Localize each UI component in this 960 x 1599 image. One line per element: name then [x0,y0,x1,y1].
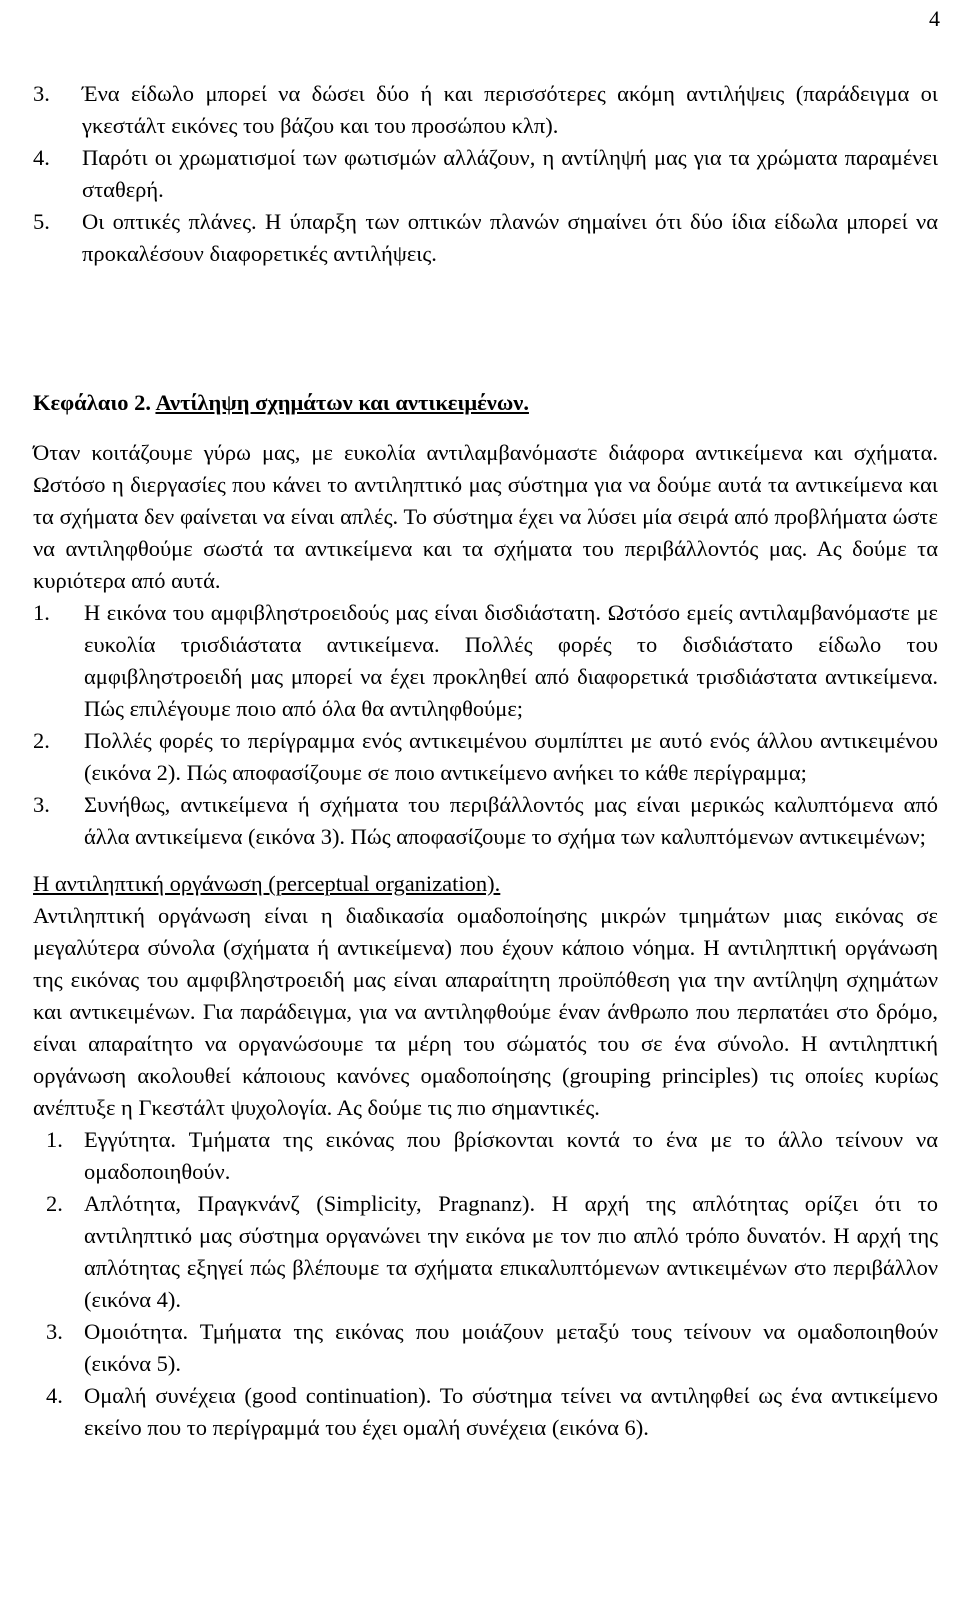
list-item-number: 4. [33,145,50,170]
section-title: Η αντιληπτική οργάνωση (perceptual organization). [33,871,501,896]
list-item-text: Παρότι οι χρωματισμοί των φωτισμών αλλάζουν, η αντίληψή μας για τα χρώματα παραμένει σταθερή. [82,145,938,202]
list-item-text: Ένα είδωλο μπορεί να δώσει δύο ή και περισσότερες ακόμη αντιλήψεις (παράδειγμα οι γκεστάλτ εικόνες του βάζου και του προσώπου κλπ). [82,81,938,138]
list-item [46,1124,938,1188]
list-item [33,597,938,725]
list-item-text: Συνήθως, αντικείμενα ή σχήματα του περιβάλλοντός μας είναι μερικώς καλυπτόμενα από άλλα αντικείμενα (εικόνα 3). Πώς αποφασίζουμε το σχήμα των καλυπτόμενων αντικειμένων; [84,792,938,849]
list-item-text: Πολλές φορές το περίγραμμα ενός αντικειμένου συμπίπτει με αυτό ενός άλλου αντικειμένου (εικόνα 2). Πώς αποφασίζουμε σε ποιο αντικείμενο ανήκει το κάθε περίγραμμα; [84,728,938,785]
list-item-text: Ομοιότητα. Τμήματα της εικόνας που μοιάζουν μεταξύ τους τείνουν να ομαδοποιηθούν (εικόνα 5). [84,1319,938,1376]
list-item-text: Ομαλή συνέχεια (good continuation). Το σύστημα τείνει να αντιληφθεί ως ένα αντικείμενο εκείνο που το περίγραμμά του έχει ομαλή συνέχεια (εικόνα 6). [84,1383,938,1440]
section-body: Αντιληπτική οργάνωση είναι η διαδικασία ομαδοποίησης μικρών τμημάτων μιας εικόνας σε μεγαλύτερα σύνολα (σχήματα ή αντικείμενα) που έχουν κάποιο νόημα. Η αντιληπτική οργάνωση της εικόνας του αμφιβληστροειδή μας είναι απαραίτητη προϋπόθεση για την αντίληψη σχημάτων και αντικειμένων. Για παράδειγμα, για να αντιληφθούμε έναν άνθρωπο που περπατάει στο δρόμο, είναι απαραίτητο να οργανώσουμε τα μέρη του σώματός του σε ένα σύνολο. Η αντιληπτική οργάνωση ακολουθεί κάποιους κανόνες ομαδοποίησης (grouping principles) τις οποίες κυρίως ανέπτυξε η Γκεστάλτ ψυχολογία. Ας δούμε τις πιο σημαντικές. [33,903,938,1120]
chapter-heading [33,387,938,419]
list-item-text: Η εικόνα του αμφιβληστροειδούς μας είναι δισδιάστατη. Ωστόσο εμείς αντιλαμβανόμαστε με ευκολία τρισδιάστατα αντικείμενα. Πολλές φορές το δισδιάστατο είδωλο του αμφιβληστροειδή μας μπορεί να έχει προκληθεί από διαφορετικά τρισδιάστατα αντικείμενα. Πώς επιλέγουμε ποιο από όλα θα αντιληφθούμε; [84,600,938,721]
page-number: 4 [929,6,940,31]
list-item [33,789,938,853]
list-item [33,78,938,142]
list-item [33,206,938,270]
list-item-number: 3. [46,1319,63,1344]
list-item-text: Εγγύτητα. Τμήματα της εικόνας που βρίσκονται κοντά το ένα με το άλλο τείνουν να ομαδοποιηθούν. [84,1127,938,1184]
page-content [33,78,938,1444]
list-item-number: 2. [33,728,50,753]
list-item [46,1188,938,1316]
list-item-text: Οι οπτικές πλάνες. Η ύπαρξη των οπτικών πλανών σημαίνει ότι δύο ίδια είδωλα μπορεί να προκαλέσουν διαφορετικές αντιλήψεις. [82,209,938,266]
list-item-number: 1. [33,600,50,625]
list-item [33,142,938,206]
list-item [33,725,938,789]
list-item-number: 5. [33,209,50,234]
chapter-label: Κεφάλαιο 2. [33,390,152,415]
top-list [33,78,938,270]
list-item-number: 3. [33,81,50,106]
chapter-title: Αντίληψη σχημάτων και αντικειμένων. [155,390,529,415]
problems-list [33,597,938,853]
list-item-number: 4. [46,1383,63,1408]
list-item [46,1380,938,1444]
chapter-intro: Όταν κοιτάζουμε γύρω μας, με ευκολία αντιλαμβανόμαστε διάφορα αντικείμενα και σχήματα. Ωστόσο η διεργασίες που κάνει το αντιληπτικό μας σύστημα για να δούμε αυτά τα αντικείμενα και τα σχήματα δεν φαίνεται να είναι απλές. Το σύστημα έχει να λύσει μία σειρά από προβλήματα ώστε να αντιληφθούμε σωστά τα αντικείμενα και τα σχήματα του περιβάλλοντός μας. Ας δούμε τα κυριότερα από αυτά. [33,440,938,593]
list-item-number: 2. [46,1191,63,1216]
principles-list [46,1124,938,1444]
list-item-text: Απλότητα, Πραγκνάνζ (Simplicity, Pragnanz). Η αρχή της απλότητας ορίζει ότι το αντιληπτικό μας σύστημα οργανώνει την εικόνα με τον πιο απλό τρόπο δυνατόν. Η αρχή της απλότητας εξηγεί πώς βλέπουμε τα σχήματα επικαλυπτόμενων αντικειμένων στο περιβάλλον (εικόνα 4). [84,1191,938,1312]
list-item-number: 1. [46,1127,63,1152]
list-item-number: 3. [33,792,50,817]
list-item [46,1316,938,1380]
